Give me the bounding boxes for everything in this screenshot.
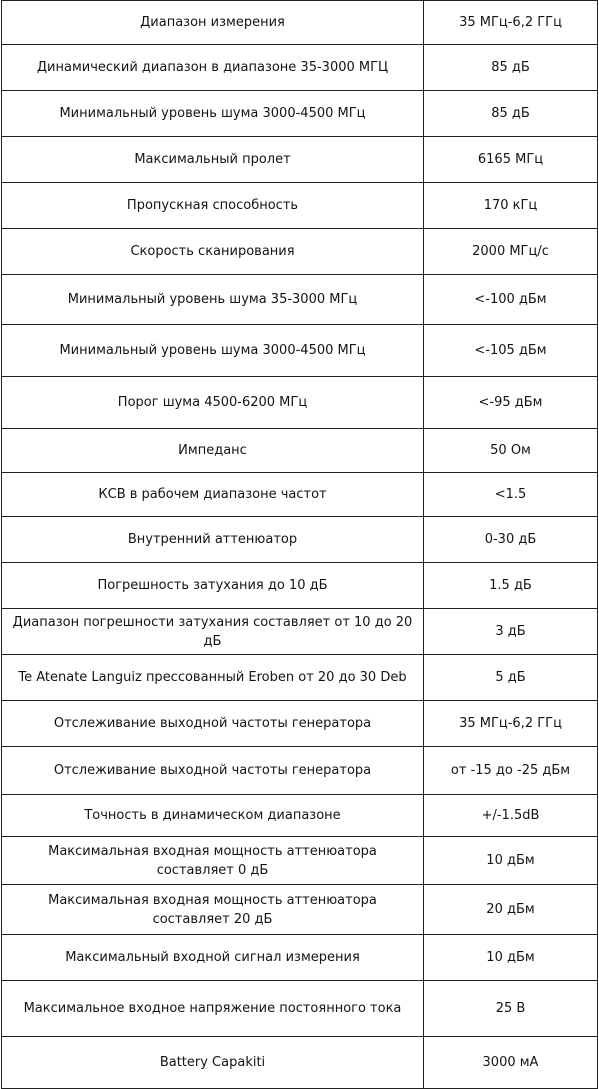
table-row [2,275,598,325]
table-row [2,517,598,563]
value-cell: от -15 до -25 дБм [424,747,598,795]
param-cell: Пропускная способность [2,183,424,229]
param-cell: Минимальный уровень шума 35-3000 МГц [2,275,424,325]
table-row [2,981,598,1037]
value-cell: 10 дБм [424,935,598,981]
table-row [2,325,598,377]
table-row [2,229,598,275]
param-cell: Порог шума 4500-6200 МГц [2,377,424,429]
value-cell: +/-1.5dB [424,795,598,837]
table-row [2,609,598,655]
table-row [2,1,598,45]
value-cell: 50 Ом [424,429,598,473]
param-cell: Погрешность затухания до 10 дБ [2,563,424,609]
table-row [2,701,598,747]
param-cell: Точность в динамическом диапазоне [2,795,424,837]
value-cell: 6165 МГц [424,137,598,183]
value-cell: 85 дБ [424,91,598,137]
value-cell: <-95 дБм [424,377,598,429]
table-row [2,935,598,981]
table-row [2,747,598,795]
param-cell: КСВ в рабочем диапазоне частот [2,473,424,517]
table-row [2,45,598,91]
param-cell: Диапазон измерения [2,1,424,45]
value-cell: 20 дБм [424,885,598,935]
param-cell: Battery Capakiti [2,1037,424,1089]
value-cell: 10 дБм [424,837,598,885]
param-cell: Внутренний аттенюатор [2,517,424,563]
spec-table [1,0,598,1089]
param-cell: Диапазон погрешности затухания составляет от 10 до 20 дБ [2,609,424,655]
param-cell: Te Atenate Languiz прессованный Eroben от 20 до 30 Deb [2,655,424,701]
value-cell: 25 В [424,981,598,1037]
value-cell: 1.5 дБ [424,563,598,609]
table-row [2,377,598,429]
table-row [2,429,598,473]
value-cell: <1.5 [424,473,598,517]
value-cell: 35 МГц-6,2 ГГц [424,701,598,747]
param-cell: Максимальный входной сигнал измерения [2,935,424,981]
table-row [2,837,598,885]
param-cell: Минимальный уровень шума 3000-4500 МГц [2,91,424,137]
param-cell: Максимальная входная мощность аттенюатора составляет 0 дБ [2,837,424,885]
param-cell: Отслеживание выходной частоты генератора [2,701,424,747]
param-cell: Импеданс [2,429,424,473]
param-cell: Динамический диапазон в диапазоне 35-3000 МГЦ [2,45,424,91]
param-cell: Минимальный уровень шума 3000-4500 МГц [2,325,424,377]
table-row [2,137,598,183]
table-row [2,1037,598,1089]
value-cell: 0-30 дБ [424,517,598,563]
table-row [2,473,598,517]
table-row [2,795,598,837]
value-cell: 3 дБ [424,609,598,655]
table-row [2,183,598,229]
table-row [2,885,598,935]
value-cell: 2000 МГц/с [424,229,598,275]
value-cell: 85 дБ [424,45,598,91]
param-cell: Максимальный пролет [2,137,424,183]
table-row [2,91,598,137]
value-cell: 3000 мА [424,1037,598,1089]
table-row [2,655,598,701]
param-cell: Максимальная входная мощность аттенюатора составляет 20 дБ [2,885,424,935]
param-cell: Отслеживание выходной частоты генератора [2,747,424,795]
param-cell: Максимальное входное напряжение постоянного тока [2,981,424,1037]
value-cell: <-100 дБм [424,275,598,325]
table-row [2,563,598,609]
param-cell: Скорость сканирования [2,229,424,275]
value-cell: 170 кГц [424,183,598,229]
value-cell: 5 дБ [424,655,598,701]
value-cell: 35 МГц-6,2 ГГц [424,1,598,45]
value-cell: <-105 дБм [424,325,598,377]
